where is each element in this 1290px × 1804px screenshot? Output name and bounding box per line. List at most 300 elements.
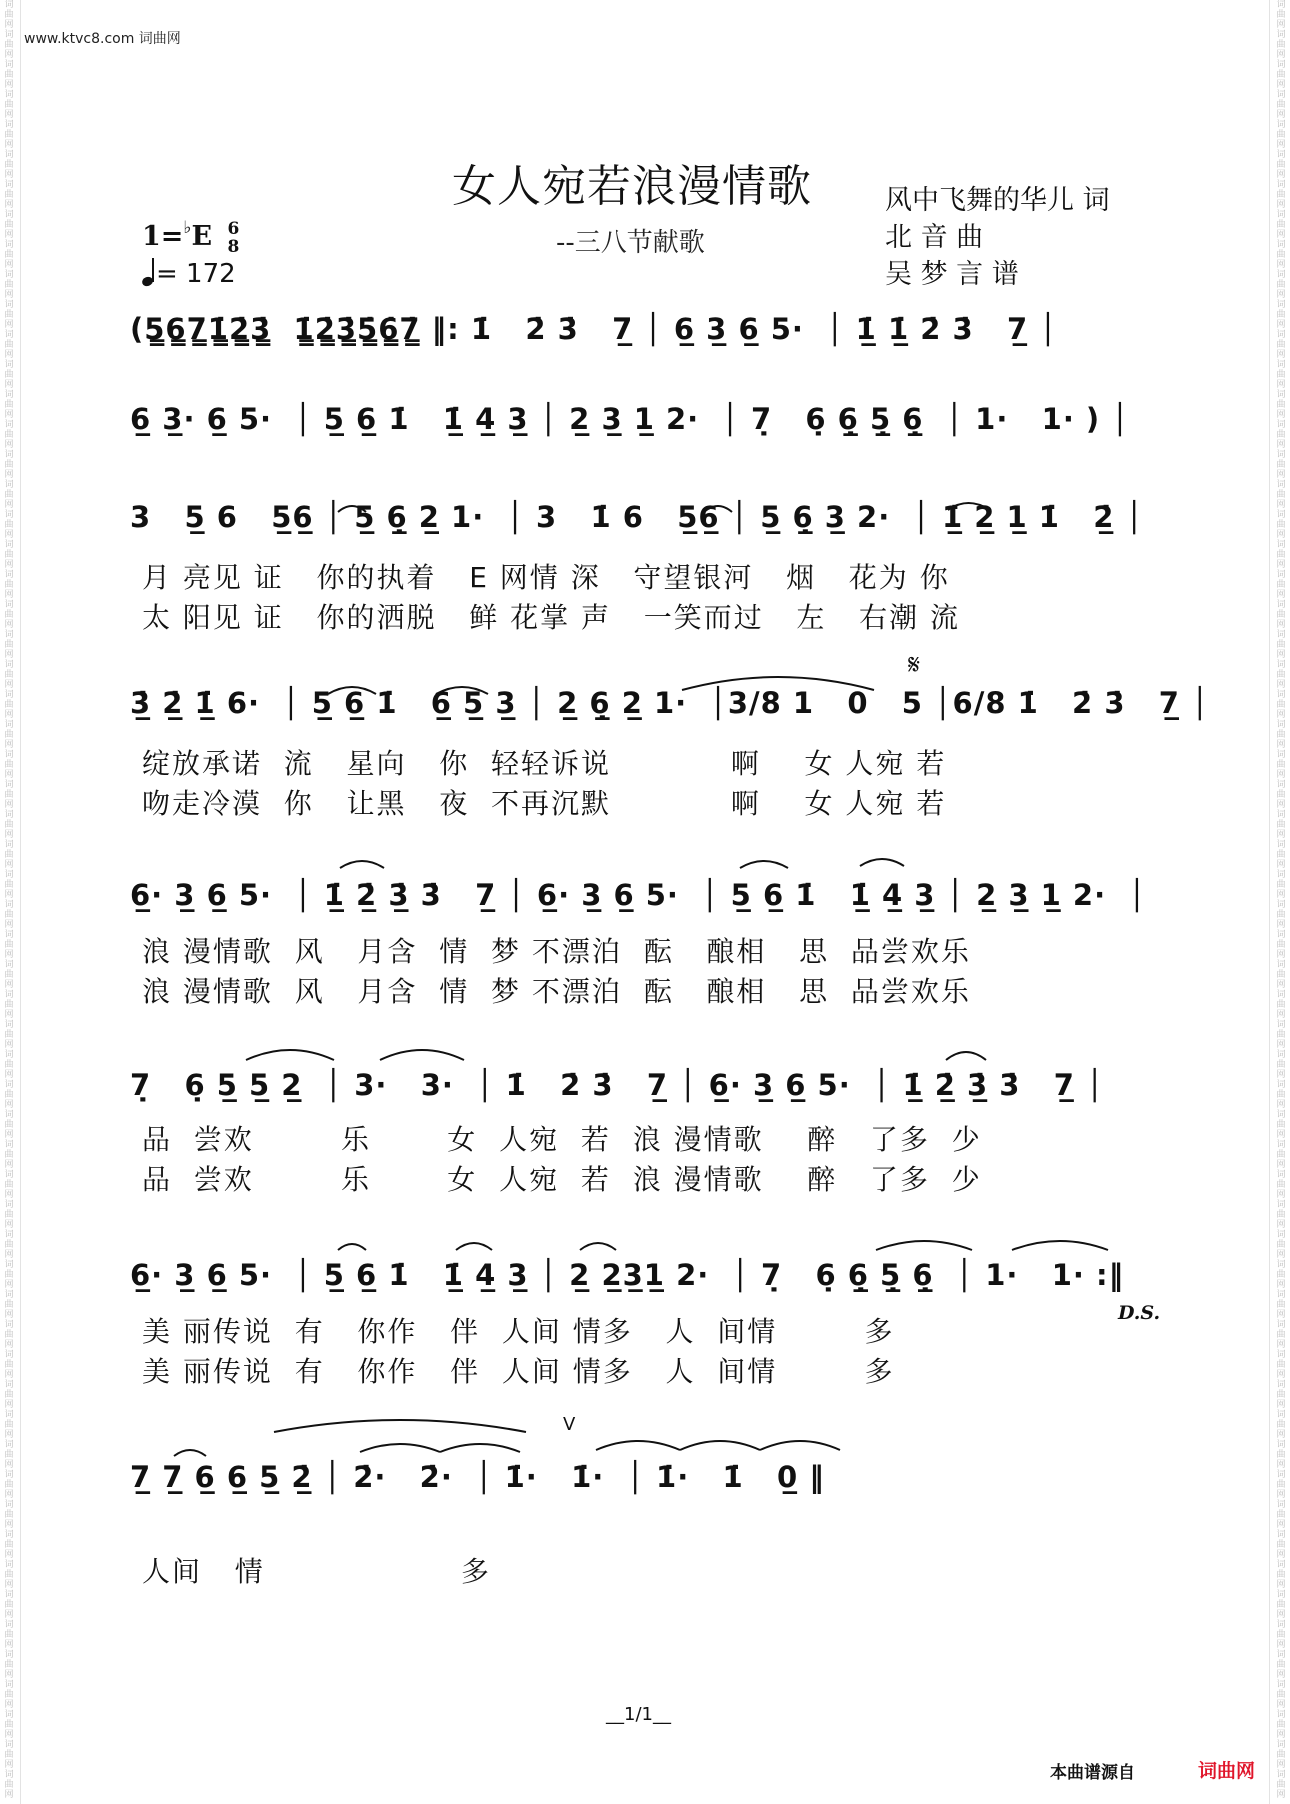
watermark-glyph: 词 bbox=[4, 240, 14, 250]
watermark-glyph: 网 bbox=[4, 1130, 14, 1140]
watermark-glyph: 曲 bbox=[1276, 610, 1286, 620]
watermark-glyph: 词 bbox=[1276, 720, 1286, 730]
credits bbox=[885, 182, 1145, 293]
watermark-glyph: 曲 bbox=[1276, 460, 1286, 470]
watermark-glyph: 曲 bbox=[1276, 1570, 1286, 1580]
watermark-glyph: 网 bbox=[4, 470, 14, 480]
watermark-glyph: 曲 bbox=[4, 460, 14, 470]
watermark-glyph: 曲 bbox=[1276, 520, 1286, 530]
watermark-glyph: 曲 bbox=[4, 490, 14, 500]
watermark-glyph: 网 bbox=[1276, 530, 1286, 540]
watermark-glyph: 词 bbox=[1276, 1710, 1286, 1720]
watermark-glyph: 网 bbox=[1276, 1280, 1286, 1290]
watermark-glyph: 曲 bbox=[4, 1570, 14, 1580]
watermark-glyph: 曲 bbox=[1276, 670, 1286, 680]
watermark-glyph: 网 bbox=[1276, 1670, 1286, 1680]
watermark-glyph: 网 bbox=[4, 320, 14, 330]
watermark-glyph: 曲 bbox=[1276, 190, 1286, 200]
time-signature-top: 6 bbox=[227, 218, 240, 239]
watermark-glyph: 网 bbox=[4, 920, 14, 930]
watermark-glyph: 词 bbox=[4, 1350, 14, 1360]
watermark-glyph: 词 bbox=[4, 870, 14, 880]
watermark-glyph: 词 bbox=[4, 1080, 14, 1090]
watermark-glyph: 网 bbox=[1276, 80, 1286, 90]
watermark-glyph: 词 bbox=[1276, 510, 1286, 520]
watermark-glyph: 曲 bbox=[4, 430, 14, 440]
score-line: 7̲ 7̲ 6̲ 6̲ 5̲ 2̲̇ │ 2̇· 2̇· │ 1̇· 1̇· │ 1̇· 1̇ 0̲ ‖ bbox=[130, 1460, 825, 1494]
watermark-glyph: 曲 bbox=[1276, 970, 1286, 980]
watermark-glyph: 网 bbox=[1276, 980, 1286, 990]
watermark-glyph: 词 bbox=[1276, 1230, 1286, 1240]
watermark-glyph: 曲 bbox=[1276, 370, 1286, 380]
watermark-glyph: 词 bbox=[4, 630, 14, 640]
watermark-glyph: 网 bbox=[4, 740, 14, 750]
watermark-glyph: 网 bbox=[4, 1250, 14, 1260]
lyric-line-coda: 人间 情 多 bbox=[142, 1555, 491, 1588]
watermark-glyph: 网 bbox=[4, 170, 14, 180]
watermark-glyph: 曲 bbox=[4, 670, 14, 680]
watermark-glyph: 网 bbox=[4, 1670, 14, 1680]
site-url[interactable]: www.ktvc8.com 词曲网 bbox=[24, 31, 181, 47]
watermark-glyph: 曲 bbox=[1276, 1000, 1286, 1010]
watermark-glyph: 曲 bbox=[1276, 880, 1286, 890]
watermark-glyph: 曲 bbox=[1276, 1750, 1286, 1760]
watermark-glyph: 词 bbox=[1276, 1560, 1286, 1570]
watermark-glyph: 网 bbox=[4, 1010, 14, 1020]
watermark-glyph: 词 bbox=[1276, 1020, 1286, 1030]
watermark-glyph: 网 bbox=[1276, 470, 1286, 480]
watermark-glyph: 词 bbox=[1276, 1680, 1286, 1690]
watermark-glyph: 词 bbox=[1276, 120, 1286, 130]
lyricist-credit: 风中飞舞的华儿 词 bbox=[885, 185, 1110, 216]
watermark-glyph: 曲 bbox=[4, 880, 14, 890]
watermark-glyph: 网 bbox=[1276, 830, 1286, 840]
watermark-glyph: 词 bbox=[1276, 1110, 1286, 1120]
watermark-glyph: 曲 bbox=[1276, 760, 1286, 770]
watermark-glyph: 词 bbox=[4, 1200, 14, 1210]
time-signature-bottom: 8 bbox=[227, 236, 240, 257]
watermark-glyph: 曲 bbox=[1276, 490, 1286, 500]
watermark-glyph: 词 bbox=[1276, 60, 1286, 70]
watermark-glyph: 网 bbox=[4, 440, 14, 450]
watermark-glyph: 词 bbox=[1276, 150, 1286, 160]
watermark-glyph: 词 bbox=[1276, 990, 1286, 1000]
watermark-glyph: 网 bbox=[1276, 110, 1286, 120]
watermark-glyph: 网 bbox=[4, 1730, 14, 1740]
watermark-glyph: 词 bbox=[4, 1110, 14, 1120]
watermark-glyph: 曲 bbox=[4, 1480, 14, 1490]
watermark-glyph: 词 bbox=[4, 1260, 14, 1270]
watermark-glyph: 曲 bbox=[1276, 1780, 1286, 1790]
watermark-glyph: 网 bbox=[4, 710, 14, 720]
watermark-glyph: 网 bbox=[4, 890, 14, 900]
watermark-glyph: 曲 bbox=[1276, 820, 1286, 830]
watermark-glyph: 网 bbox=[1276, 590, 1286, 600]
watermark-strip-left bbox=[2, 0, 16, 1804]
watermark-glyph: 词 bbox=[1276, 1440, 1286, 1450]
watermark-glyph: 网 bbox=[1276, 140, 1286, 150]
watermark-glyph: 词 bbox=[4, 30, 14, 40]
watermark-glyph: 词 bbox=[4, 510, 14, 520]
score-line: 3̲̇ 2̲̇ 1̲̇ 6· │ 5̲ 6̲ 1̇ 6̲ 5̲ 3̲ │ 2̲ 6̲̣ 2̲ 1· │3/8 1 0 5 │6/8 1̇ 2̇ 3̇ 7̲ │ bbox=[130, 686, 1210, 720]
watermark-glyph: 曲 bbox=[4, 190, 14, 200]
watermark-glyph: 曲 bbox=[4, 70, 14, 80]
watermark-glyph: 词 bbox=[4, 900, 14, 910]
lyric-line-verse2: 美 丽传说 有 你作 伴 人间 情多 人 间情 多 bbox=[142, 1355, 895, 1388]
watermark-glyph: 网 bbox=[4, 1490, 14, 1500]
watermark-glyph: 网 bbox=[1276, 890, 1286, 900]
watermark-glyph: 词 bbox=[1276, 660, 1286, 670]
watermark-glyph: 词 bbox=[4, 1530, 14, 1540]
watermark-glyph: 曲 bbox=[4, 100, 14, 110]
lyric-line-verse1: 美 丽传说 有 你作 伴 人间 情多 人 间情 多 bbox=[142, 1315, 895, 1348]
watermark-glyph: 网 bbox=[4, 230, 14, 240]
watermark-glyph: 网 bbox=[1276, 1100, 1286, 1110]
watermark-glyph: 曲 bbox=[1276, 1720, 1286, 1730]
watermark-glyph: 词 bbox=[4, 330, 14, 340]
watermark-glyph: 网 bbox=[4, 980, 14, 990]
site-logo[interactable]: 词曲网 bbox=[1198, 1760, 1256, 1782]
watermark-glyph: 词 bbox=[1276, 780, 1286, 790]
margin-rule-left bbox=[20, 0, 21, 1804]
watermark-glyph: 曲 bbox=[4, 400, 14, 410]
tempo-marking bbox=[142, 256, 236, 289]
watermark-glyph: 曲 bbox=[4, 820, 14, 830]
watermark-glyph: 词 bbox=[1276, 210, 1286, 220]
time-signature bbox=[227, 220, 239, 256]
watermark-glyph: 网 bbox=[1276, 1490, 1286, 1500]
watermark-glyph: 词 bbox=[4, 1590, 14, 1600]
watermark-glyph: 词 bbox=[4, 1770, 14, 1780]
watermark-glyph: 网 bbox=[4, 1040, 14, 1050]
watermark-glyph: 曲 bbox=[1276, 1450, 1286, 1460]
watermark-glyph: 曲 bbox=[1276, 1360, 1286, 1370]
watermark-glyph: 网 bbox=[4, 1520, 14, 1530]
watermark-glyph: 网 bbox=[4, 1640, 14, 1650]
watermark-glyph: 网 bbox=[4, 1100, 14, 1110]
watermark-glyph: 网 bbox=[1276, 1130, 1286, 1140]
watermark-glyph: 网 bbox=[4, 1700, 14, 1710]
watermark-glyph: 词 bbox=[4, 480, 14, 490]
watermark-glyph: 曲 bbox=[4, 1360, 14, 1370]
watermark-glyph: 曲 bbox=[4, 1750, 14, 1760]
watermark-glyph: 词 bbox=[4, 1680, 14, 1690]
watermark-glyph: 网 bbox=[1276, 650, 1286, 660]
quarter-note-icon bbox=[142, 256, 156, 286]
watermark-glyph: 网 bbox=[1276, 500, 1286, 510]
watermark-glyph: 网 bbox=[4, 1610, 14, 1620]
lyric-line-verse1: 绽放承诺 流 星向 你 轻轻诉说 啊 女 人宛 若 bbox=[142, 747, 947, 780]
watermark-glyph: 词 bbox=[1276, 300, 1286, 310]
watermark-glyph: 曲 bbox=[4, 1720, 14, 1730]
watermark-glyph: 词 bbox=[1276, 570, 1286, 580]
watermark-glyph: 曲 bbox=[4, 1390, 14, 1400]
watermark-glyph: 网 bbox=[1276, 1070, 1286, 1080]
watermark-glyph: 曲 bbox=[1276, 700, 1286, 710]
watermark-glyph: 网 bbox=[1276, 950, 1286, 960]
watermark-glyph: 词 bbox=[4, 1500, 14, 1510]
watermark-glyph: 词 bbox=[1276, 1260, 1286, 1270]
watermark-glyph: 曲 bbox=[1276, 910, 1286, 920]
watermark-glyph: 曲 bbox=[1276, 850, 1286, 860]
score-line: (5̳6̳7̳1̳̇2̳̇3̳̇ 1̳̇2̳̇3̳̇5̳̇6̳̇7̳̇ ‖: 1̇ 2̇ 3̇ 7̲ │ 6̲ 3̲ 6̲ 5· │ 1̲̇ 1̲̇ 2̇ 3̇ 7̲ │ bbox=[130, 312, 1058, 346]
watermark-glyph: 网 bbox=[1276, 1310, 1286, 1320]
watermark-glyph: 曲 bbox=[1276, 340, 1286, 350]
watermark-glyph: 词 bbox=[4, 600, 14, 610]
watermark-glyph: 曲 bbox=[1276, 1090, 1286, 1100]
watermark-glyph: 曲 bbox=[1276, 250, 1286, 260]
watermark-glyph: 词 bbox=[4, 930, 14, 940]
watermark-glyph: 曲 bbox=[1276, 1060, 1286, 1070]
watermark-glyph: 词 bbox=[1276, 1650, 1286, 1660]
watermark-glyph: 曲 bbox=[1276, 1510, 1286, 1520]
watermark-glyph: 词 bbox=[1276, 1470, 1286, 1480]
watermark-glyph: 网 bbox=[4, 500, 14, 510]
watermark-glyph: 网 bbox=[1276, 620, 1286, 630]
watermark-glyph: 曲 bbox=[4, 1210, 14, 1220]
watermark-glyph: 词 bbox=[1276, 630, 1286, 640]
watermark-glyph: 网 bbox=[1276, 920, 1286, 930]
watermark-glyph: 网 bbox=[4, 860, 14, 870]
watermark-glyph: 网 bbox=[1276, 560, 1286, 570]
watermark-glyph: 曲 bbox=[4, 40, 14, 50]
watermark-glyph: 词 bbox=[1276, 960, 1286, 970]
watermark-glyph: 网 bbox=[1276, 1760, 1286, 1770]
watermark-glyph: 曲 bbox=[4, 760, 14, 770]
watermark-glyph: 曲 bbox=[4, 1690, 14, 1700]
watermark-glyph: 曲 bbox=[1276, 1390, 1286, 1400]
watermark-glyph: 曲 bbox=[4, 970, 14, 980]
watermark-glyph: 网 bbox=[4, 50, 14, 60]
watermark-glyph: 网 bbox=[1276, 1400, 1286, 1410]
watermark-glyph: 网 bbox=[1276, 200, 1286, 210]
watermark-glyph: 词 bbox=[4, 360, 14, 370]
watermark-glyph: 曲 bbox=[4, 130, 14, 140]
watermark-glyph: 词 bbox=[4, 210, 14, 220]
watermark-glyph: 词 bbox=[1276, 1320, 1286, 1330]
score-line: 6̲ 3̲· 6̲ 5· │ 5̲ 6̲ 1̇ 1̲̇ 4̲ 3̲ │ 2̲ 3̲ 1̲ 2· │ 7̣ 6̣ 6̲̣ 5̲̣ 6̲̣ │ 1· 1· ) │ bbox=[130, 402, 1130, 436]
watermark-glyph: 词 bbox=[4, 1230, 14, 1240]
watermark-glyph: 曲 bbox=[1276, 10, 1286, 20]
watermark-glyph: 词 bbox=[1276, 540, 1286, 550]
watermark-glyph: 曲 bbox=[1276, 40, 1286, 50]
watermark-glyph: 词 bbox=[1276, 240, 1286, 250]
watermark-glyph: 词 bbox=[4, 810, 14, 820]
watermark-glyph: 词 bbox=[4, 1740, 14, 1750]
watermark-glyph: 网 bbox=[1276, 1370, 1286, 1380]
watermark-glyph: 曲 bbox=[1276, 1630, 1286, 1640]
margin-rule-right bbox=[1269, 0, 1270, 1804]
lyric-line-verse2: 太 阳见 证 你的洒脱 鲜 花掌 声 一笑而过 左 右潮 流 bbox=[142, 601, 961, 634]
watermark-glyph: 曲 bbox=[4, 700, 14, 710]
watermark-glyph: 网 bbox=[1276, 1520, 1286, 1530]
watermark-glyph: 网 bbox=[1276, 1040, 1286, 1050]
watermark-glyph: 词 bbox=[4, 540, 14, 550]
watermark-glyph: 网 bbox=[4, 1280, 14, 1290]
watermark-glyph: 曲 bbox=[1276, 1270, 1286, 1280]
watermark-glyph: 词 bbox=[1276, 390, 1286, 400]
lyric-line-verse2: 浪 漫情歌 风 月含 情 梦 不漂泊 酝 酿相 思 品尝欢乐 bbox=[142, 975, 971, 1008]
dal-segno-mark: D.S. bbox=[1118, 1302, 1161, 1324]
watermark-glyph: 词 bbox=[4, 1290, 14, 1300]
key-label: 1= bbox=[142, 221, 184, 252]
watermark-glyph: 曲 bbox=[4, 1330, 14, 1340]
lyric-line-verse2: 品 尝欢 乐 女 人宛 若 浪 漫情歌 醉 了多 少 bbox=[142, 1163, 982, 1196]
watermark-glyph: 词 bbox=[1276, 1170, 1286, 1180]
watermark-glyph: 词 bbox=[1276, 1380, 1286, 1390]
watermark-glyph: 曲 bbox=[4, 10, 14, 20]
watermark-glyph: 网 bbox=[4, 1430, 14, 1440]
watermark-glyph: 词 bbox=[4, 960, 14, 970]
watermark-glyph: 曲 bbox=[4, 370, 14, 380]
watermark-glyph: 词 bbox=[1276, 270, 1286, 280]
watermark-glyph: 网 bbox=[4, 650, 14, 660]
watermark-glyph: 网 bbox=[4, 680, 14, 690]
composer-credit: 北 音 曲 bbox=[885, 222, 984, 253]
watermark-glyph: 曲 bbox=[4, 340, 14, 350]
breath-mark: V bbox=[563, 1414, 576, 1435]
watermark-glyph: 词 bbox=[1276, 1140, 1286, 1150]
watermark-glyph: 词 bbox=[1276, 1410, 1286, 1420]
watermark-glyph: 词 bbox=[4, 300, 14, 310]
watermark-glyph: 网 bbox=[1276, 1220, 1286, 1230]
watermark-glyph: 网 bbox=[1276, 170, 1286, 180]
source-label: 本曲谱源自 bbox=[1050, 1763, 1135, 1783]
watermark-glyph: 曲 bbox=[1276, 1030, 1286, 1040]
watermark-glyph: 曲 bbox=[4, 580, 14, 590]
segno-sign: 𝄋 bbox=[908, 648, 921, 681]
watermark-glyph: 曲 bbox=[1276, 550, 1286, 560]
watermark-glyph: 词 bbox=[4, 750, 14, 760]
watermark-glyph: 词 bbox=[4, 390, 14, 400]
watermark-glyph: 词 bbox=[1276, 810, 1286, 820]
watermark-glyph: 词 bbox=[1276, 1050, 1286, 1060]
lyric-line-verse2: 吻走冷漠 你 让黑 夜 不再沉默 啊 女 人宛 若 bbox=[142, 787, 947, 820]
watermark-glyph: 网 bbox=[1276, 350, 1286, 360]
tempo-value: = 172 bbox=[156, 259, 236, 289]
watermark-glyph: 词 bbox=[1276, 1080, 1286, 1090]
watermark-glyph: 网 bbox=[1276, 1790, 1286, 1800]
song-subtitle: --三八节献歌 bbox=[556, 228, 705, 258]
watermark-glyph: 网 bbox=[4, 590, 14, 600]
watermark-glyph: 网 bbox=[1276, 50, 1286, 60]
watermark-glyph: 曲 bbox=[1276, 730, 1286, 740]
watermark-glyph: 词 bbox=[4, 780, 14, 790]
watermark-glyph: 词 bbox=[4, 270, 14, 280]
watermark-glyph: 曲 bbox=[4, 910, 14, 920]
watermark-glyph: 曲 bbox=[4, 1660, 14, 1670]
watermark-glyph: 曲 bbox=[4, 730, 14, 740]
watermark-glyph: 网 bbox=[4, 80, 14, 90]
score-line: 3 5̲ 6 5̲6̲ │ 5̲ 6̲̣ 2̲ 1· │ 3 1̇ 6 5̲6̲ │ 5̲ 6̲̣ 3̲ 2· │ 1̲̇ 2̲ 1̲ 1̇ 2̲̇ │ bbox=[130, 500, 1144, 534]
watermark-glyph: 词 bbox=[1276, 840, 1286, 850]
watermark-glyph: 词 bbox=[4, 1470, 14, 1480]
watermark-glyph: 网 bbox=[1276, 1580, 1286, 1590]
watermark-glyph: 曲 bbox=[1276, 70, 1286, 80]
watermark-glyph: 曲 bbox=[4, 1030, 14, 1040]
watermark-glyph: 网 bbox=[1276, 410, 1286, 420]
watermark-glyph: 网 bbox=[4, 200, 14, 210]
key-signature bbox=[142, 218, 239, 256]
watermark-glyph: 曲 bbox=[1276, 1600, 1286, 1610]
watermark-glyph: 网 bbox=[4, 770, 14, 780]
watermark-glyph: 网 bbox=[1276, 1700, 1286, 1710]
watermark-glyph: 曲 bbox=[1276, 400, 1286, 410]
watermark-glyph: 网 bbox=[4, 1370, 14, 1380]
watermark-glyph: 网 bbox=[4, 1190, 14, 1200]
watermark-glyph: 曲 bbox=[1276, 130, 1286, 140]
key-note: E bbox=[191, 221, 213, 252]
watermark-glyph: 词 bbox=[1276, 330, 1286, 340]
watermark-glyph: 网 bbox=[4, 20, 14, 30]
watermark-glyph: 曲 bbox=[4, 280, 14, 290]
watermark-glyph: 词 bbox=[4, 660, 14, 670]
watermark-glyph: 词 bbox=[1276, 180, 1286, 190]
watermark-glyph: 曲 bbox=[4, 1180, 14, 1190]
watermark-glyph: 词 bbox=[1276, 30, 1286, 40]
watermark-glyph: 曲 bbox=[1276, 1480, 1286, 1490]
watermark-glyph: 词 bbox=[1276, 690, 1286, 700]
watermark-glyph: 词 bbox=[4, 180, 14, 190]
watermark-glyph: 曲 bbox=[4, 1060, 14, 1070]
watermark-glyph: 网 bbox=[4, 950, 14, 960]
watermark-glyph: 曲 bbox=[1276, 940, 1286, 950]
watermark-glyph: 网 bbox=[4, 1790, 14, 1800]
watermark-glyph: 曲 bbox=[4, 1540, 14, 1550]
watermark-glyph: 曲 bbox=[4, 310, 14, 320]
watermark-glyph: 词 bbox=[4, 1320, 14, 1330]
lyric-line-verse1: 浪 漫情歌 风 月含 情 梦 不漂泊 酝 酿相 思 品尝欢乐 bbox=[142, 935, 971, 968]
watermark-glyph: 曲 bbox=[1276, 1420, 1286, 1430]
watermark-glyph: 曲 bbox=[4, 160, 14, 170]
watermark-glyph: 曲 bbox=[4, 1240, 14, 1250]
watermark-glyph: 词 bbox=[4, 1020, 14, 1030]
watermark-glyph: 网 bbox=[1276, 230, 1286, 240]
watermark-glyph: 网 bbox=[4, 560, 14, 570]
watermark-glyph: 曲 bbox=[1276, 640, 1286, 650]
watermark-glyph: 网 bbox=[4, 350, 14, 360]
watermark-glyph: 词 bbox=[1276, 900, 1286, 910]
watermark-glyph: 网 bbox=[1276, 1190, 1286, 1200]
watermark-glyph: 曲 bbox=[1276, 160, 1286, 170]
watermark-glyph: 网 bbox=[4, 1310, 14, 1320]
watermark-glyph: 词 bbox=[4, 1050, 14, 1060]
lyric-line-verse1: 月 亮见 证 你的执着 E 网情 深 守望银河 烟 花为 你 bbox=[142, 561, 950, 594]
watermark-glyph: 网 bbox=[4, 800, 14, 810]
watermark-glyph: 网 bbox=[1276, 380, 1286, 390]
watermark-glyph: 曲 bbox=[1276, 1210, 1286, 1220]
watermark-glyph: 词 bbox=[1276, 1200, 1286, 1210]
watermark-glyph: 曲 bbox=[4, 790, 14, 800]
watermark-glyph: 词 bbox=[4, 120, 14, 130]
watermark-glyph: 网 bbox=[4, 1580, 14, 1590]
watermark-glyph: 网 bbox=[4, 830, 14, 840]
watermark-glyph: 网 bbox=[1276, 320, 1286, 330]
watermark-glyph: 曲 bbox=[1276, 1150, 1286, 1160]
watermark-glyph: 曲 bbox=[1276, 310, 1286, 320]
watermark-glyph: 曲 bbox=[1276, 1120, 1286, 1130]
watermark-glyph: 网 bbox=[1276, 20, 1286, 30]
watermark-glyph: 网 bbox=[1276, 1160, 1286, 1170]
watermark-glyph: 词 bbox=[1276, 360, 1286, 370]
watermark-glyph: 词 bbox=[4, 1380, 14, 1390]
watermark-glyph: 网 bbox=[4, 1400, 14, 1410]
watermark-glyph: 曲 bbox=[4, 1000, 14, 1010]
watermark-glyph: 词 bbox=[1276, 0, 1286, 10]
watermark-glyph: 网 bbox=[1276, 290, 1286, 300]
watermark-glyph: 网 bbox=[1276, 1730, 1286, 1740]
watermark-glyph: 网 bbox=[4, 1340, 14, 1350]
